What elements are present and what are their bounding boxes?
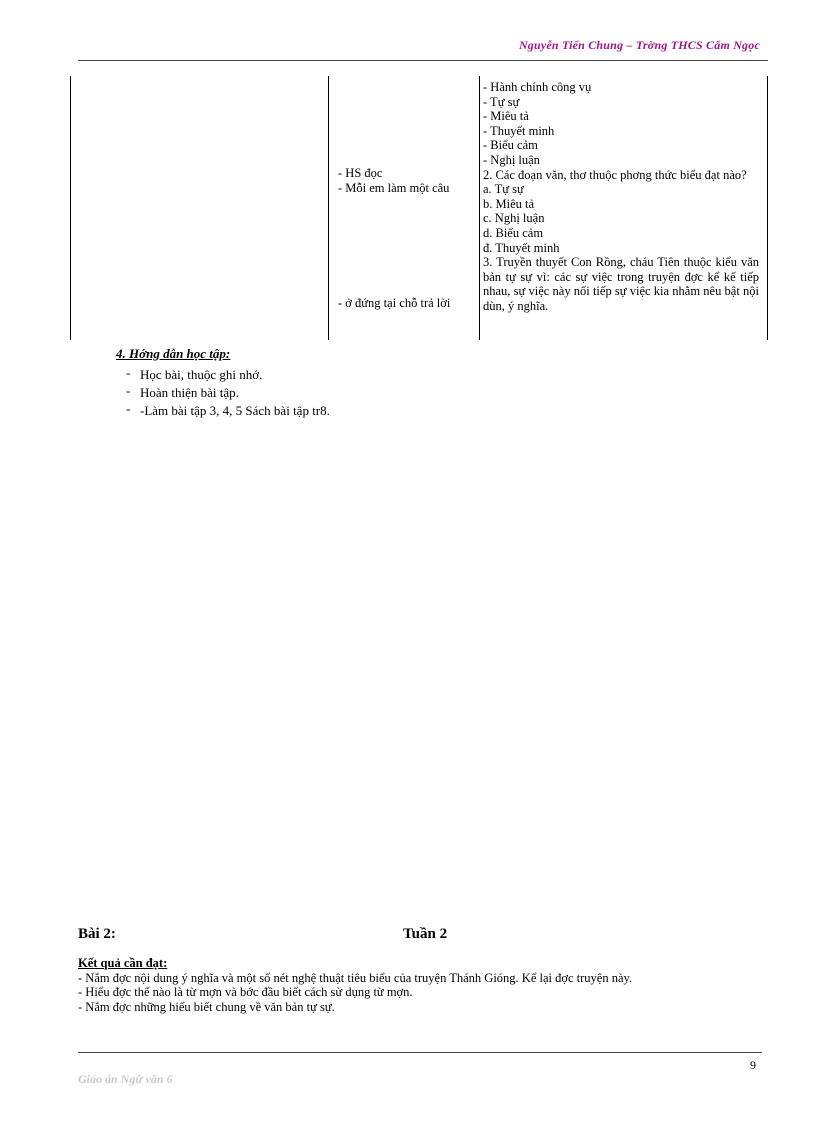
question-2: 2. Các đoạn văn, thơ thuộc phơng thức biểu đạt nào? (483, 167, 747, 182)
result-item: - Hiểu đợc thế nào là từ mợn và bớc đầu biết cách sử dụng từ mợn. (78, 985, 413, 999)
guidance-title: 4. Hớng dẫn học tập: (116, 346, 231, 361)
student-activity-1 (338, 166, 476, 195)
guidance-item: - Hoàn thiện bài tập. (126, 384, 330, 402)
result-item: - Nắm đợc nội dung ý nghĩa và một số nét nghệ thuật tiêu biểu của truyện Thánh Gióng. Kể lại đợc truyện này. (78, 970, 633, 985)
results-heading: Kết quả cần đạt: (78, 956, 168, 970)
question-3: 3. Truyền thuyết Con Rồng, cháu Tiên thuộc kiểu văn bản tự sự vì: các sự việc trong truyện đợc kể kế tiếp nhau, sự việc này nối tiếp sự việc kia nhằm nêu bật nội dùn, ý nghĩa. (483, 255, 759, 313)
genre-item: - Hành chính công vụ (483, 80, 592, 94)
table-border-col1 (328, 76, 329, 340)
guidance-item: - Học bài, thuộc ghi nhớ. (126, 366, 330, 384)
genre-item: - Biểu cảm (483, 138, 538, 153)
option-item: a. Tự sự (483, 182, 524, 197)
footer-divider (78, 1052, 762, 1053)
option-item: d. Biểu cảm (483, 225, 544, 240)
table-border-col2 (479, 76, 480, 340)
genre-item: - Miêu tả (483, 109, 529, 124)
lesson-table (70, 76, 768, 340)
student-activity-line: - ở đứng tại chỗ trả lời (338, 296, 451, 310)
genre-item: - Tự sự (483, 94, 520, 109)
week-title: Tuần 2 (403, 926, 448, 942)
option-item: b. Miêu tả (483, 196, 535, 211)
page-header: Nguyễn Tiến Chung – Trờng THCS Cẩm Ngọc (518, 38, 760, 52)
content-column (483, 80, 759, 314)
header-divider (78, 60, 768, 61)
footer-text: Giáo án Ngữ văn 6 (78, 1072, 173, 1086)
lesson-title: Bài 2: (78, 926, 116, 942)
genre-item: - Nghị luận (483, 152, 540, 167)
page-number: 9 (750, 1058, 756, 1072)
results-section (78, 956, 768, 1014)
guidance-list (126, 366, 330, 420)
student-activity-line: - HS đọc (338, 166, 383, 180)
table-border-left (70, 76, 71, 340)
student-activity-line: - Mỗi em làm một câu (338, 180, 450, 195)
guidance-item: - -Làm bài tập 3, 4, 5 Sách bài tập tr8. (126, 402, 330, 420)
genre-item: - Thuyết minh (483, 123, 555, 138)
option-item: đ. Thuyết minh (483, 240, 560, 255)
result-item: - Nắm đợc những hiểu biết chung về văn bản tự sự. (78, 999, 335, 1014)
student-activity-2 (338, 296, 476, 311)
table-border-right (767, 76, 768, 340)
option-item: c. Nghị luận (483, 211, 545, 226)
